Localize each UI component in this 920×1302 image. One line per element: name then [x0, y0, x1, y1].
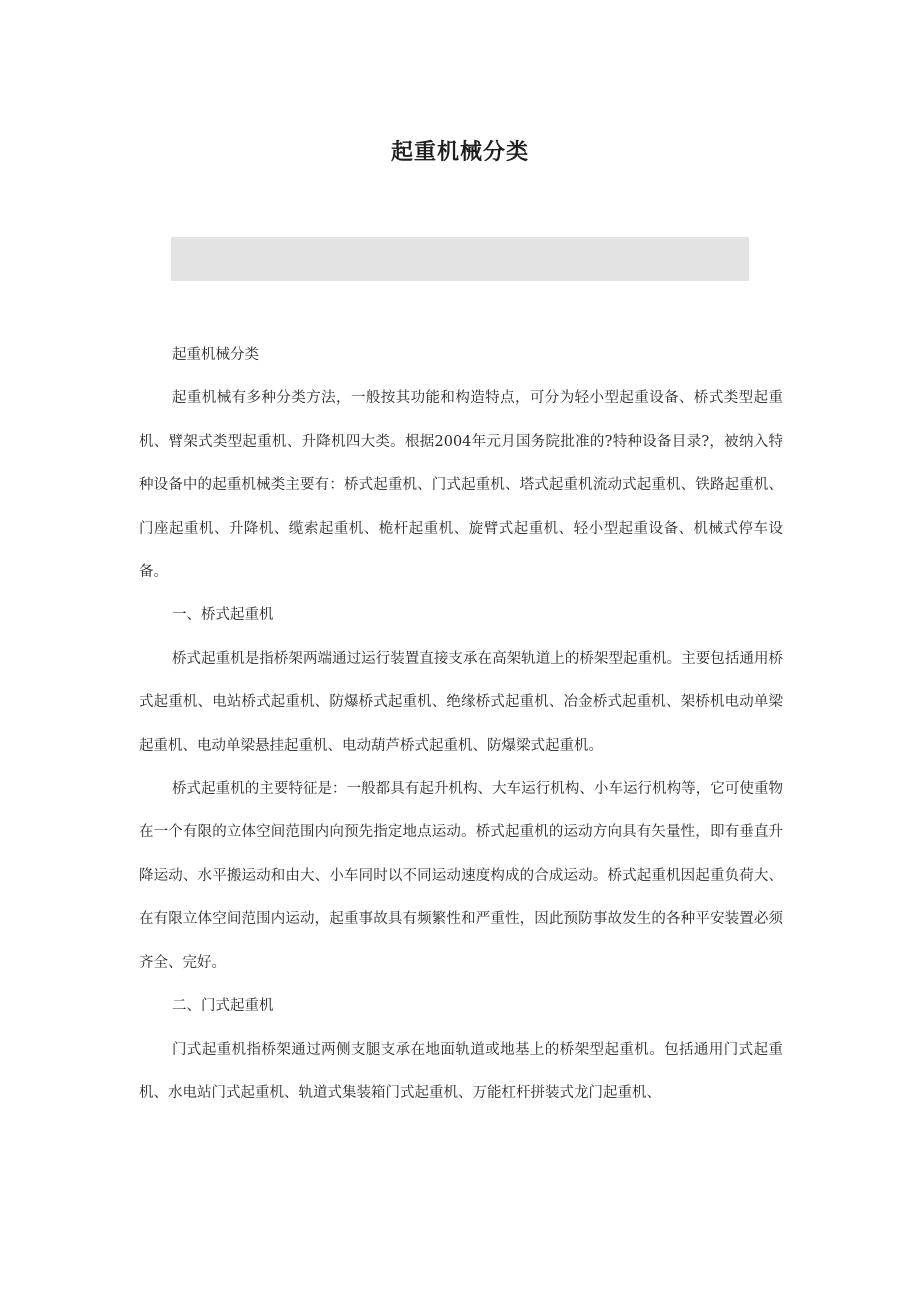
paragraph: 桥式起重机的主要特征是：一般都具有起升机构、大车运行机构、小车运行机构等，它可使重物在一个有限的立体空间范围内向预先指定地点运动。桥式起重机的运动方向具有矢量性，即有垂直升降运动、水平搬运动和由大、小车同时以不同运动速度构成的合成运动。桥式起重机因起重负荷大、在有限立体空间范围内运动，起重事故具有频繁性和严重性，因此预防事故发生的各种平安装置必须齐全、完好。	[139, 781, 783, 971]
document-title: 起重机械分类	[390, 140, 529, 165]
document-body	[139, 334, 783, 1115]
banner-placeholder	[171, 237, 749, 281]
paragraph: 起重机械有多种分类方法，一般按其功能和构造特点，可分为轻小型起重设备、桥式类型起重机、臂架式类型起重机、升降机四大类。根据2004年元月国务院批准的?特种设备目录?，被纳入特种设备中的起重机械类主要有：桥式起重机、门式起重机、塔式起重机流动式起重机、铁路起重机、门座起重机、升降机、缆索起重机、桅杆起重机、旋臂式起重机、轻小型起重设备、机械式停车设备。	[139, 390, 783, 581]
section-heading: 二、门式起重机	[172, 998, 274, 1015]
paragraph: 门式起重机指桥架通过两侧支腿支承在地面轨道或地基上的桥架型起重机。包括通用门式起重机、水电站门式起重机、轨道式集装箱门式起重机、万能杠杆拼装式龙门起重机、	[139, 1041, 783, 1101]
section-heading: 起重机械分类	[172, 347, 259, 363]
paragraph: 桥式起重机是指桥架两端通过运行装置直接支承在高架轨道上的桥架型起重机。主要包括通用桥式起重机、电站桥式起重机、防爆桥式起重机、绝缘桥式起重机、冶金桥式起重机、架桥机电动单梁起重机、电动单梁悬挂起重机、电动葫芦桥式起重机、防爆梁式起重机。	[139, 650, 783, 754]
section-heading: 一、桥式起重机	[172, 607, 274, 624]
